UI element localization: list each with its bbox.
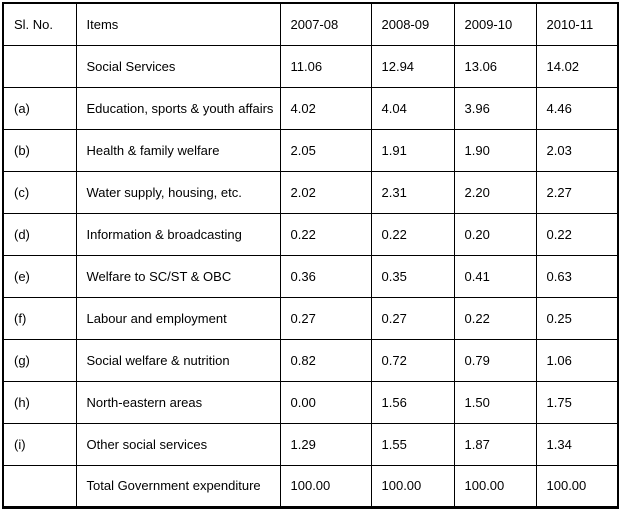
- header-cell-2007-08: 2007-08: [280, 3, 371, 45]
- item-cell: Social welfare & nutrition: [76, 339, 280, 381]
- table-row: [3, 87, 618, 129]
- value-cell-2008-09: 4.04: [371, 87, 454, 129]
- item-cell: Information & broadcasting: [76, 213, 280, 255]
- sl-no-cell: (d): [3, 213, 76, 255]
- item-cell: Water supply, housing, etc.: [76, 171, 280, 213]
- table-row: [3, 129, 618, 171]
- value-cell-2008-09: 100.00: [371, 465, 454, 507]
- value-cell-2009-10: 100.00: [454, 465, 536, 507]
- value-cell-2007-08: 0.22: [280, 213, 371, 255]
- value-cell-2010-11: 2.03: [536, 129, 618, 171]
- value-cell-2008-09: 0.27: [371, 297, 454, 339]
- value-cell-2007-08: 100.00: [280, 465, 371, 507]
- value-cell-2010-11: 100.00: [536, 465, 618, 507]
- value-cell-2010-11: 0.22: [536, 213, 618, 255]
- value-cell-2010-11: 0.63: [536, 255, 618, 297]
- value-cell-2008-09: 0.22: [371, 213, 454, 255]
- value-cell-2007-08: 0.36: [280, 255, 371, 297]
- value-cell-2009-10: 0.22: [454, 297, 536, 339]
- value-cell-2009-10: 2.20: [454, 171, 536, 213]
- value-cell-2007-08: 1.29: [280, 423, 371, 465]
- sl-no-cell: (a): [3, 87, 76, 129]
- expenditure-table: [2, 2, 619, 509]
- value-cell-2010-11: 1.75: [536, 381, 618, 423]
- value-cell-2007-08: 0.00: [280, 381, 371, 423]
- value-cell-2009-10: 13.06: [454, 45, 536, 87]
- value-cell-2008-09: 1.91: [371, 129, 454, 171]
- item-cell: North-eastern areas: [76, 381, 280, 423]
- value-cell-2010-11: 2.27: [536, 171, 618, 213]
- table-row: [3, 423, 618, 465]
- table-row: [3, 339, 618, 381]
- value-cell-2009-10: 1.50: [454, 381, 536, 423]
- value-cell-2010-11: 1.06: [536, 339, 618, 381]
- sl-no-cell: (f): [3, 297, 76, 339]
- value-cell-2010-11: 14.02: [536, 45, 618, 87]
- item-cell: Labour and employment: [76, 297, 280, 339]
- table-row: [3, 381, 618, 423]
- item-cell: Health & family welfare: [76, 129, 280, 171]
- header-row: [3, 3, 618, 45]
- value-cell-2009-10: 0.20: [454, 213, 536, 255]
- value-cell-2008-09: 2.31: [371, 171, 454, 213]
- table-row: [3, 465, 618, 507]
- table-row: [3, 297, 618, 339]
- value-cell-2007-08: 2.02: [280, 171, 371, 213]
- value-cell-2009-10: 0.79: [454, 339, 536, 381]
- value-cell-2007-08: 2.05: [280, 129, 371, 171]
- sl-no-cell: [3, 465, 76, 507]
- item-cell: Welfare to SC/ST & OBC: [76, 255, 280, 297]
- header-cell-sl-no: Sl. No.: [3, 3, 76, 45]
- item-cell: Total Government expenditure: [76, 465, 280, 507]
- sl-no-cell: (c): [3, 171, 76, 213]
- header-cell-items: Items: [76, 3, 280, 45]
- header-cell-2010-11: 2010-11: [536, 3, 618, 45]
- sl-no-cell: (i): [3, 423, 76, 465]
- value-cell-2007-08: 11.06: [280, 45, 371, 87]
- value-cell-2008-09: 12.94: [371, 45, 454, 87]
- value-cell-2009-10: 0.41: [454, 255, 536, 297]
- value-cell-2008-09: 0.72: [371, 339, 454, 381]
- value-cell-2010-11: 0.25: [536, 297, 618, 339]
- table-row: [3, 171, 618, 213]
- sl-no-cell: (e): [3, 255, 76, 297]
- item-cell: Other social services: [76, 423, 280, 465]
- value-cell-2010-11: 4.46: [536, 87, 618, 129]
- item-cell: Education, sports & youth affairs: [76, 87, 280, 129]
- table-row: [3, 45, 618, 87]
- value-cell-2007-08: 4.02: [280, 87, 371, 129]
- value-cell-2008-09: 1.55: [371, 423, 454, 465]
- sl-no-cell: (b): [3, 129, 76, 171]
- table-row: [3, 255, 618, 297]
- value-cell-2008-09: 1.56: [371, 381, 454, 423]
- value-cell-2007-08: 0.27: [280, 297, 371, 339]
- value-cell-2009-10: 3.96: [454, 87, 536, 129]
- value-cell-2009-10: 1.87: [454, 423, 536, 465]
- header-cell-2008-09: 2008-09: [371, 3, 454, 45]
- value-cell-2009-10: 1.90: [454, 129, 536, 171]
- table-header: [3, 3, 618, 45]
- header-cell-2009-10: 2009-10: [454, 3, 536, 45]
- sl-no-cell: (h): [3, 381, 76, 423]
- value-cell-2008-09: 0.35: [371, 255, 454, 297]
- sl-no-cell: [3, 45, 76, 87]
- value-cell-2010-11: 1.34: [536, 423, 618, 465]
- value-cell-2007-08: 0.82: [280, 339, 371, 381]
- table-body: [3, 45, 618, 507]
- sl-no-cell: (g): [3, 339, 76, 381]
- item-cell: Social Services: [76, 45, 280, 87]
- table-row: [3, 213, 618, 255]
